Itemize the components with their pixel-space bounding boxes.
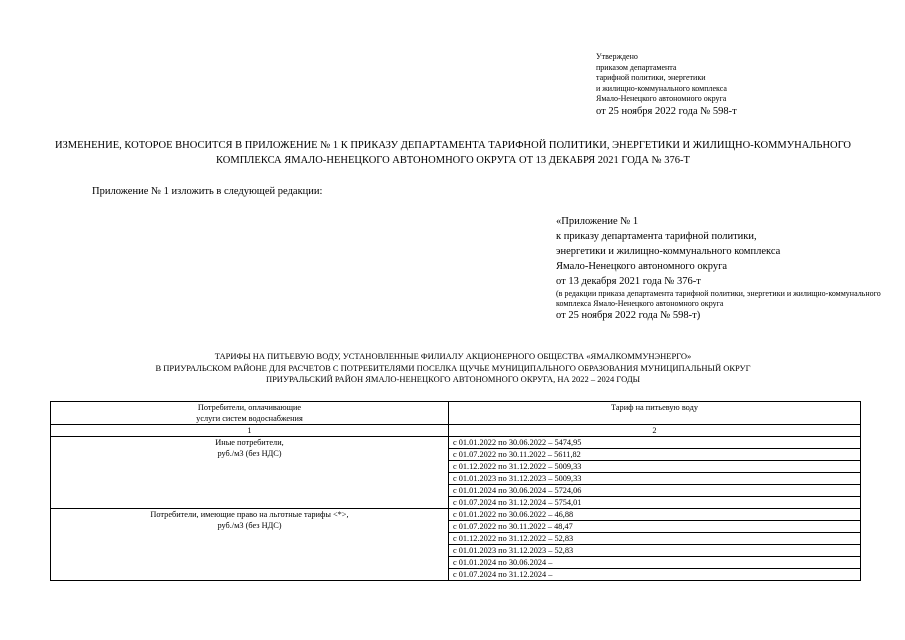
tariff-title-line: ТАРИФЫ НА ПИТЬЕВУЮ ВОДУ, УСТАНОВЛЕННЫЕ ФИЛИАЛУ АКЦИОНЕРНОГО ОБЩЕСТВА «ЯМАЛКОММУНЭНЕРГО» — [214, 351, 692, 361]
tariff-title-line: ПРИУРАЛЬСКИЙ РАЙОН ЯМАЛО-НЕНЕЦКОГО АВТОНОМНОГО ОКРУГА, НА 2022 – 2024 ГОДЫ — [265, 374, 641, 384]
approval-line: тарифной политики, энергетики — [596, 73, 706, 82]
annex-line: «Приложение № 1 — [556, 216, 639, 227]
approval-line: Утверждено — [596, 52, 638, 61]
annex-line: от 25 ноября 2022 года № 598-т) — [556, 310, 701, 321]
rate-cell: с 01.01.2023 по 31.12.2023 – 5009,33 — [449, 473, 861, 485]
annex-line: от 13 декабря 2021 года № 376-т — [556, 276, 701, 287]
rate-cell: с 01.12.2022 по 31.12.2022 – 5009,33 — [449, 461, 861, 473]
approval-line: Ямало-Ненецкого автономного округа — [596, 94, 727, 103]
rate-cell: с 01.07.2024 по 31.12.2024 – 5754,01 — [449, 497, 861, 509]
consumer-line: Иные потребители, — [215, 438, 284, 447]
approval-stamp — [596, 52, 896, 118]
approval-line: приказом департамента — [596, 62, 677, 72]
table-row — [51, 437, 861, 449]
consumer-cell — [51, 437, 449, 509]
annex-line: к приказу департамента тарифной политики, — [556, 231, 757, 242]
approval-date: от 25 ноября 2022 года № 598-т — [596, 105, 737, 117]
header-consumers-line: Потребители, оплачивающие — [197, 403, 302, 412]
annex-header — [556, 214, 886, 323]
header-tariff: Тариф на питьевую воду — [449, 402, 861, 425]
header-consumers — [51, 402, 449, 425]
change-title: ИЗМЕНЕНИЕ, КОТОРОЕ ВНОСИТСЯ В ПРИЛОЖЕНИЕ № 1 К ПРИКАЗУ ДЕПАРТАМЕНТА ТАРИФНОЙ ПОЛИТИКИ, ЭНЕРГЕТИКИ И ЖИЛИЩНО-КОММУНАЛЬНОГО КОМПЛЕКСА ЯМАЛО-НЕНЕЦКОГО АВТОНОМНОГО ОКРУГА ОТ 13 ДЕКАБРЯ 2021 ГОДА № 376-Т — [54, 140, 852, 166]
tariff-table — [50, 401, 861, 581]
consumer-unit: руб./м3 (без НДС) — [217, 521, 282, 530]
table-header-row — [51, 402, 861, 425]
rate-cell: с 01.01.2024 по 30.06.2024 – — [449, 557, 861, 569]
annex-line: энергетики и жилищно-коммунального комплекса — [556, 246, 781, 257]
column-number: 1 — [51, 425, 449, 437]
instruction-paragraph: Приложение № 1 изложить в следующей редакции: — [92, 186, 323, 197]
tariff-title — [40, 351, 866, 386]
annex-line: Ямало-Ненецкого автономного округа — [556, 261, 728, 272]
table-number-row — [51, 425, 861, 437]
column-number: 2 — [449, 425, 861, 437]
consumer-unit: руб./м3 (без НДС) — [217, 449, 282, 458]
tariff-title-line: В ПРИУРАЛЬСКОМ РАЙОНЕ ДЛЯ РАСЧЕТОВ С ПОТРЕБИТЕЛЯМИ ПОСЕЛКА ЩУЧЬЕ МУНИЦИПАЛЬНОГО ОБРАЗОВАНИЯ МУНИЦИПАЛЬНЫЙ ОКРУГ — [155, 362, 751, 373]
consumer-line: Потребители, имеющие право на льготные тарифы <*>, — [150, 510, 349, 519]
rate-cell: с 01.01.2023 по 31.12.2023 – 52,83 — [449, 545, 861, 557]
rate-cell: с 01.07.2024 по 31.12.2024 – — [449, 569, 861, 581]
rate-cell: с 01.01.2022 по 30.06.2022 – 5474,95 — [449, 437, 861, 449]
rate-cell: с 01.07.2022 по 30.11.2022 – 48,47 — [449, 521, 861, 533]
rate-cell: с 01.01.2022 по 30.06.2022 – 46,88 — [449, 509, 861, 521]
annex-note: (в редакции приказа департамента тарифной политики, энергетики и жилищно-коммунального комплекса Ямало-Ненецкого автономного округа — [556, 289, 881, 308]
consumer-cell — [51, 509, 449, 581]
table-row — [51, 509, 861, 521]
rate-cell: с 01.12.2022 по 31.12.2022 – 52,83 — [449, 533, 861, 545]
approval-line: и жилищно-коммунального комплекса — [596, 83, 727, 93]
rate-cell: с 01.07.2022 по 30.11.2022 – 5611,82 — [449, 449, 861, 461]
rate-cell: с 01.01.2024 по 30.06.2024 – 5724,06 — [449, 485, 861, 497]
header-consumers-line: услуги систем водоснабжения — [196, 414, 303, 423]
